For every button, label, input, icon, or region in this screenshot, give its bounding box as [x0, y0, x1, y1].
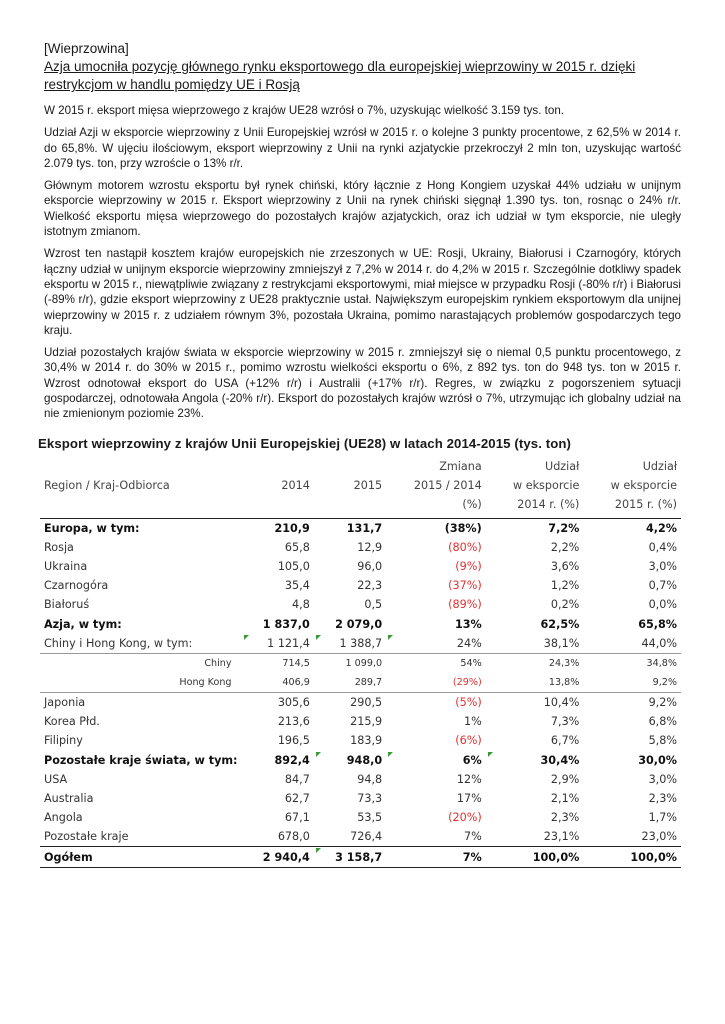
row-2015: 290,5	[314, 692, 386, 712]
row-2015: 726,4	[350, 830, 383, 844]
row-share-2015: 9,2%	[583, 692, 681, 712]
row-share-2014: 100,0%	[486, 847, 584, 867]
row-share-2014: 30,4%	[486, 751, 584, 770]
paragraph: W 2015 r. eksport mięsa wieprzowego z krajów UE28 wzrósł o 7%, uzyskując wielkość 3.159 tys. ton.	[44, 104, 565, 117]
header-change-line2: 2015 / 2014	[413, 478, 482, 492]
paragraph: Udział Azji w eksporcie wieprzowiny z Unii Europejskiej wzrósł w 2015 r. o kolejne 3 punkty procentowe, z 62,5% w 2014 r. do 65,8%. W ujęciu ilościowym, eksport wieprzowiny z Unii na rynki azjatyckie przekroczył 2 mln ton, uzyskując wartość 2.079 tys. ton, przy wzroście o 13% r/r.	[44, 126, 681, 170]
table-row	[40, 808, 681, 827]
row-share-2014: 2,3%	[550, 811, 580, 825]
row-share-2015: 44,0%	[641, 636, 677, 650]
row-change: 6%	[386, 751, 486, 770]
table-row	[40, 789, 681, 808]
row-share-2015: 65,8%	[638, 617, 677, 631]
row-change: 24%	[386, 634, 486, 654]
row-2015: 96,0	[357, 560, 383, 574]
row-2014: 714,5	[242, 653, 314, 673]
table-row	[40, 731, 681, 750]
row-2015: 948,0	[314, 751, 386, 770]
row-region: Pozostałe kraje	[44, 830, 129, 844]
table-row	[40, 673, 681, 693]
row-share-2015: 23,0%	[641, 830, 677, 844]
row-2014: 105,0	[277, 560, 310, 574]
row-2015: 289,7	[354, 676, 383, 688]
row-2014: 1 121,4	[242, 634, 314, 654]
row-share-2014: 0,2%	[550, 598, 580, 612]
row-share-2014: 6,7%	[550, 734, 580, 748]
row-share-2014: 7,2%	[548, 521, 580, 535]
row-change: 12%	[456, 772, 482, 786]
row-2014: 62,7	[284, 791, 310, 805]
row-share-2014: 62,5%	[540, 617, 580, 631]
row-share-2015: 4,2%	[645, 521, 677, 535]
table-row	[40, 518, 681, 538]
row-region: Ukraina	[44, 560, 88, 574]
row-region: Angola	[44, 811, 83, 825]
export-table	[40, 457, 681, 868]
table-row-total	[40, 847, 681, 867]
row-change: (37%)	[448, 579, 482, 593]
row-2014: 35,4	[284, 579, 310, 593]
row-share-2015: 0,7%	[648, 579, 677, 593]
row-region: Japonia	[40, 692, 242, 712]
row-region: Chiny i Hong Kong, w tym:	[44, 636, 193, 650]
row-2015: 73,3	[357, 791, 383, 805]
row-region: Pozostałe kraje świata, w tym:	[44, 753, 238, 767]
row-2015: 1 099,0	[314, 653, 386, 673]
row-2014: 210,9	[274, 521, 310, 535]
row-share-2014: 24,3%	[486, 653, 584, 673]
row-share-2014: 7,3%	[550, 715, 580, 729]
row-2014: 678,0	[277, 830, 310, 844]
header-change-line1: Zmiana	[439, 459, 482, 473]
row-region: Hong Kong	[179, 676, 232, 688]
header-share2014-line2: w eksporcie	[512, 478, 580, 492]
row-region: Australia	[44, 791, 94, 805]
row-change: (80%)	[448, 540, 482, 554]
table-row	[40, 827, 681, 847]
row-2014: 84,7	[284, 772, 310, 786]
row-2015: 2 079,0	[335, 617, 383, 631]
row-2015: 0,5	[364, 598, 383, 612]
row-region: Chiny	[40, 653, 242, 673]
row-share-2015: 2,3%	[648, 791, 677, 805]
table-row	[40, 653, 681, 673]
table-row	[40, 751, 681, 770]
row-share-2015: 34,8%	[583, 653, 681, 673]
table-row	[40, 712, 681, 731]
header-share2015-line2: w eksporcie	[610, 478, 677, 492]
row-2015: 94,8	[357, 772, 383, 786]
row-change: (89%)	[448, 598, 482, 612]
row-share-2014: 3,6%	[550, 560, 580, 574]
row-share-2014: 23,1%	[543, 830, 580, 844]
row-change: 13%	[454, 617, 482, 631]
row-change: (9%)	[455, 560, 482, 574]
header-share2014-line3: 2014 r. (%)	[486, 495, 584, 519]
table-row	[40, 692, 681, 712]
row-region: Czarnogóra	[44, 579, 109, 593]
header-share2015-line1: Udział	[642, 459, 677, 473]
row-share-2015: 0,4%	[648, 540, 677, 554]
header-region: Region / Kraj-Odbiorca	[44, 478, 170, 492]
row-share-2015: 5,8%	[648, 734, 677, 748]
row-change: (6%)	[455, 734, 482, 748]
table-row	[40, 615, 681, 634]
document-page	[38, 40, 681, 868]
row-change: 54%	[386, 653, 486, 673]
row-2014: 892,4	[274, 753, 310, 767]
row-2014: 1 837,0	[262, 617, 310, 631]
row-2015: 53,5	[357, 811, 383, 825]
table-row	[40, 538, 681, 557]
row-2014: 406,9	[282, 676, 310, 688]
row-2015: 12,9	[357, 540, 383, 554]
row-change: 17%	[456, 791, 482, 805]
row-region: Ogółem	[40, 847, 242, 867]
header-change-line3: (%)	[386, 495, 486, 519]
row-share-2014: 2,1%	[550, 791, 580, 805]
row-2014: 65,8	[284, 540, 310, 554]
row-2014: 213,6	[277, 715, 310, 729]
table-row	[40, 595, 681, 614]
row-share-2014: 13,8%	[548, 676, 580, 688]
paragraph: Wzrost ten nastąpił kosztem krajów europejskich nie zrzeszonych w UE: Rosji, Ukrainy, Białorusi i Czarnogóry, których łączny udział w unijnym eksporcie wieprzowiny zmniejszył z 7,2% w 2014 r. do 4,2% w 2015 r. Szczególnie dotkliwy spadek eksportu w 2015 r., niewątpliwie związany z restrykcjami eksportowymi, miał miejsce w przypadku Rosji (-80% r/r) i Białorusi (-89% r/r), gdzie eksport wieprzowiny z UE28 praktycznie ustał. Największym europejskim rynkiem eksportowym dla unijnej wieprzowiny w 2015 r. z udziałem równym 3%, pozostała Ukraina, pomimo narastających problemów gospodarczych tego kraju.	[44, 247, 681, 337]
row-share-2014: 2,9%	[550, 772, 580, 786]
table-row	[40, 770, 681, 789]
row-share-2014: 2,2%	[550, 540, 580, 554]
row-2015: 215,9	[350, 715, 383, 729]
row-2015: 1 388,7	[314, 634, 386, 654]
row-2014: 2 940,4	[242, 847, 314, 867]
table-row	[40, 634, 681, 654]
row-region: Europa, w tym:	[44, 521, 140, 535]
paragraph: Udział pozostałych krajów świata w eksporcie wieprzowiny w 2015 r. zmniejszył się o niemal 0,5 punktu procentowego, z 30,4% w 2014 r. do 30% w 2015 r., pomimo wzrostu wielkości eksportu o 6%, z 892 tys. ton do 948 tys. ton w 2015 r. Wzrost odnotował eksport do USA (+12% r/r) i Australii (+17% r/r). Regres, w związku z pogorszeniem sytuacji gospodarczej, odnotowała Angola (-20% r/r). Eksport do pozostałych krajów wzrósł o 7%, utrzymując ich globalny udział na nie zmienionym poziomie 23%.	[44, 346, 681, 421]
table-row	[40, 576, 681, 595]
row-2014: 196,5	[277, 734, 310, 748]
paragraph: Głównym motorem wzrostu eksportu był rynek chiński, który łącznie z Hong Kongiem uzyskał 44% udziału w unijnym eksporcie wieprzowiny w 2015 r. Eksport wieprzowiny z Unii na rynek chiński sięgnął 1.390 tys. ton, rosnąc o 24% r/r. Wielkość eksportu mięsa wieprzowego do pozostałych krajów azjatyckich, oraz ich udział w tym eksporcie, nie uległy istotnym zmianom.	[44, 179, 681, 239]
row-2015: 22,3	[357, 579, 383, 593]
table-title: Eksport wieprzowiny z krajów Unii Europejskiej (UE28) w latach 2014-2015 (tys. ton)	[38, 435, 572, 451]
row-share-2014: 10,4%	[486, 692, 584, 712]
row-2015: 183,9	[350, 734, 383, 748]
row-change: (5%)	[386, 692, 486, 712]
category-label: [Wieprzowina]	[44, 41, 129, 56]
row-2014: 305,6	[242, 692, 314, 712]
row-change: (20%)	[448, 811, 482, 825]
row-2014: 4,8	[292, 598, 310, 612]
header-share2014-line1: Udział	[545, 459, 580, 473]
row-share-2015: 30,0%	[638, 753, 677, 767]
row-share-2015: 0,0%	[648, 598, 677, 612]
row-share-2015: 6,8%	[648, 715, 677, 729]
table-row	[40, 557, 681, 576]
row-share-2015: 3,0%	[648, 772, 677, 786]
row-share-2014: 1,2%	[550, 579, 580, 593]
row-share-2015: 9,2%	[652, 676, 677, 688]
row-region: Korea Płd.	[44, 715, 100, 729]
header-2014: 2014	[281, 478, 310, 492]
row-share-2015: 3,0%	[648, 560, 677, 574]
row-region: Rosja	[44, 540, 74, 554]
headline: Azja umocniła pozycję głównego rynku eksportowego dla europejskiej wieprzowiny w 2015 r. dzięki restrykcjom w handlu pomiędzy UE i Rosją	[44, 59, 636, 92]
row-2014: 67,1	[284, 811, 310, 825]
row-region: USA	[44, 772, 68, 786]
row-region: Azja, w tym:	[44, 617, 122, 631]
row-share-2015: 100,0%	[583, 847, 681, 867]
row-change: 1%	[463, 715, 482, 729]
row-change: 7%	[463, 830, 482, 844]
row-change: (38%)	[444, 521, 482, 535]
row-region: Białoruś	[44, 598, 90, 612]
row-share-2014: 38,1%	[543, 636, 580, 650]
row-change: 7%	[386, 847, 486, 867]
row-change: (29%)	[452, 676, 482, 688]
header-2015: 2015	[353, 478, 383, 492]
row-region: Filipiny	[44, 734, 83, 748]
row-2015: 131,7	[346, 521, 383, 535]
header-share2015-line3: 2015 r. (%)	[583, 495, 681, 519]
row-2015: 3 158,7	[314, 847, 386, 867]
row-share-2015: 1,7%	[648, 811, 677, 825]
